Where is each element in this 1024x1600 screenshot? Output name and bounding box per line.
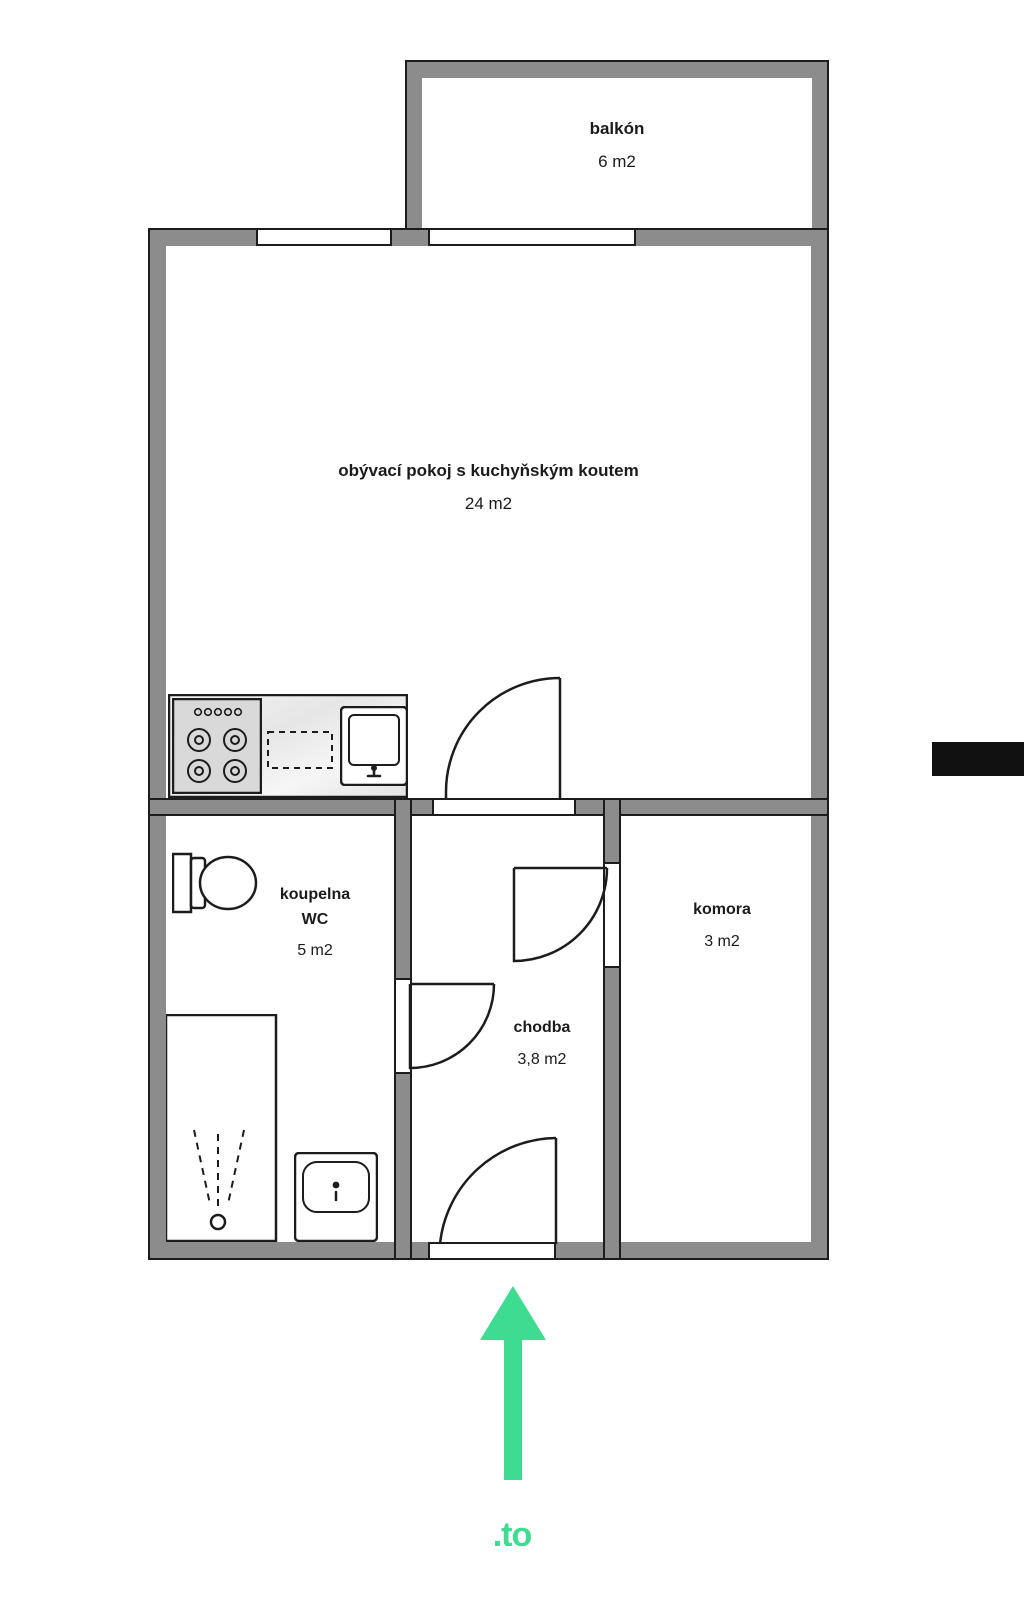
room-label-obyvaci [186,460,791,516]
door-swing-storage [512,866,610,966]
room-name-wc: WC [301,910,329,928]
door-swing-living-room [444,676,574,802]
room-label-komora [632,899,812,952]
stove-cooktop [172,698,262,794]
door-swing-entry [436,1136,560,1248]
room-area-komora: 3 m2 [704,932,740,950]
storage-floor [620,814,811,1242]
room-area-obyvaci: 24 m2 [464,493,513,513]
room-label-koupelna [230,884,400,962]
kitchen-sink [340,706,408,786]
room-label-chodba [452,1017,632,1070]
room-area-koupelna: 5 m2 [297,942,333,960]
shower-tray [166,1014,278,1242]
room-name-koupelna: koupelna [279,886,351,903]
balcony-door-opening [428,228,636,246]
room-area-balkon: 6 m2 [598,151,636,171]
entry-direction-arrow [460,1282,566,1482]
window-living-room-left [256,228,392,246]
room-name-obyvaci: obývací pokoj s kuchyňským koutem [338,461,639,480]
room-name-komora: komora [693,901,751,918]
footer-logo: .to [492,1516,532,1554]
room-name-chodba: chodba [513,1019,571,1036]
right-edge-marker [932,742,1024,776]
room-label-balkon [430,118,804,174]
room-name-balkon: balkón [589,119,645,138]
washbasin-fixture [294,1152,378,1242]
room-area-chodba: 3,8 m2 [517,1050,567,1068]
